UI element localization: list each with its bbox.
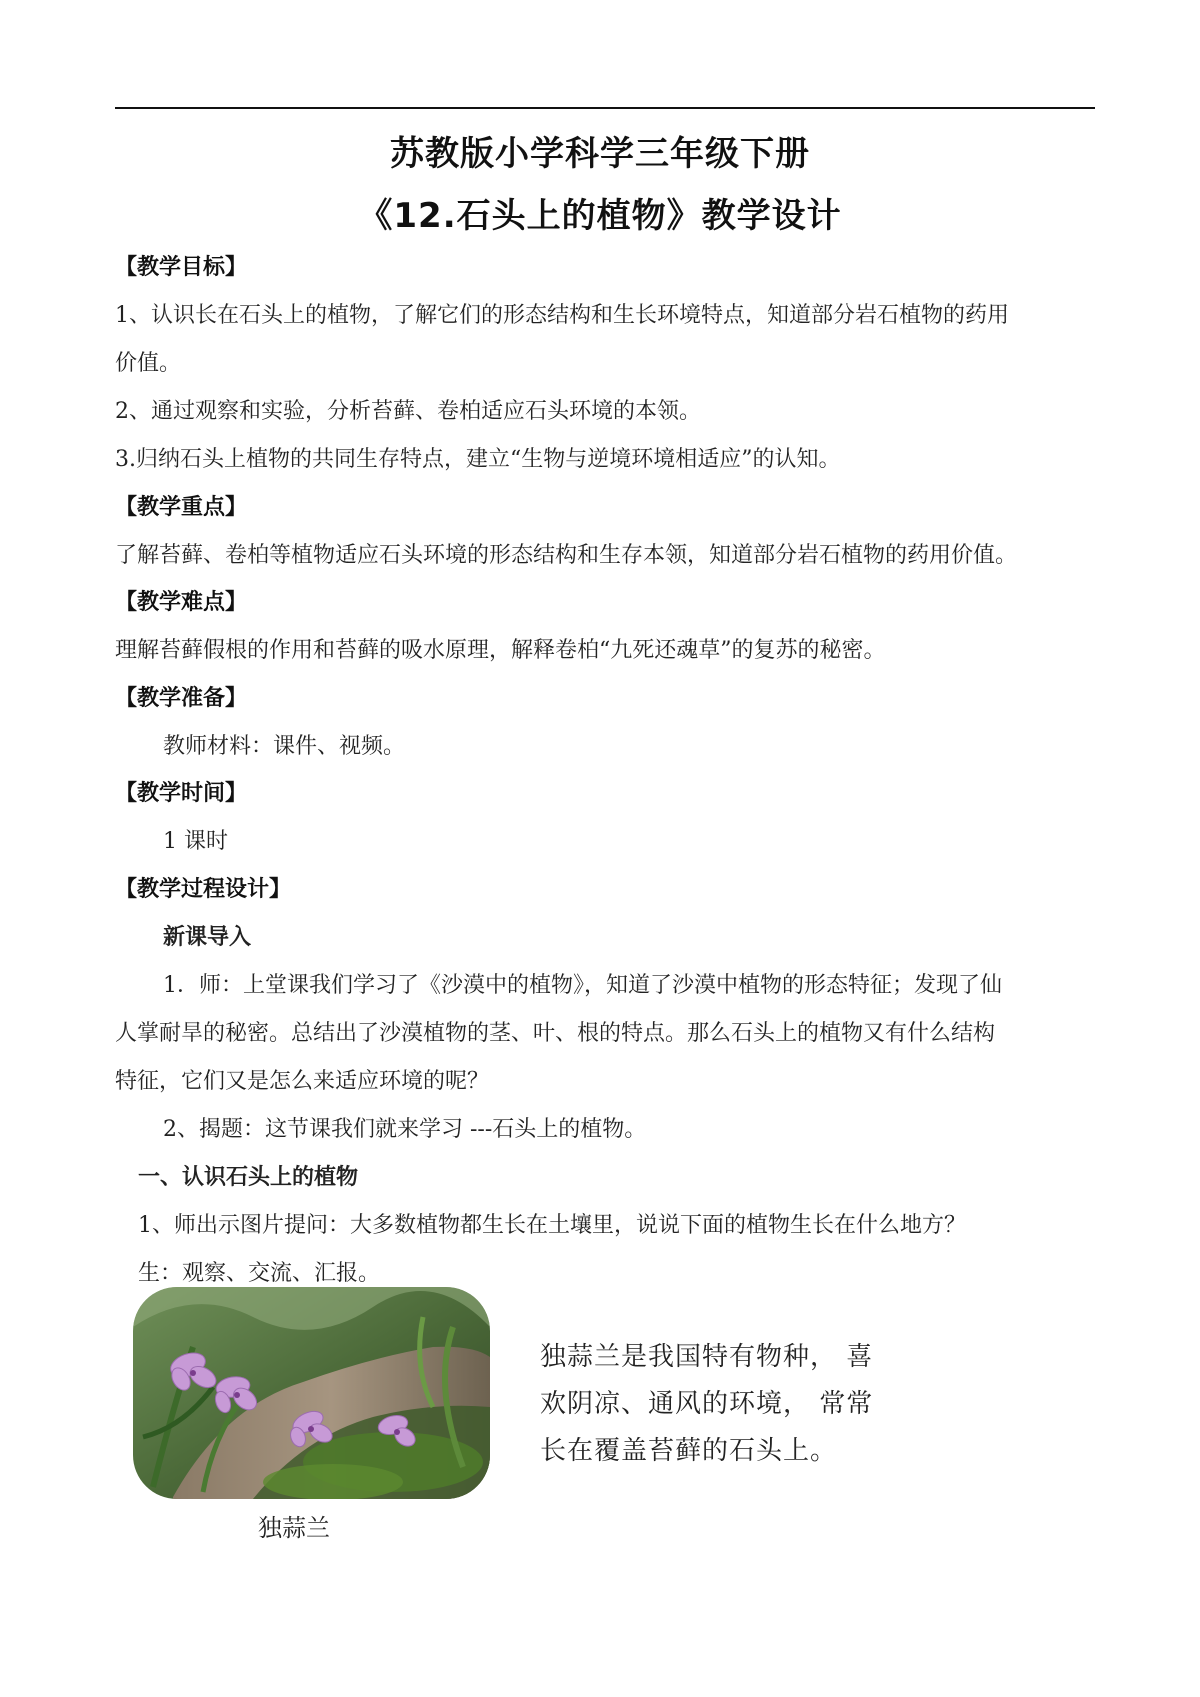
difficulties-heading: 【教学难点】: [115, 590, 248, 615]
header-rule: [115, 107, 1095, 109]
callout-line: 独蒜兰是我国特有物种， 喜: [540, 1342, 874, 1372]
intro-line: 1．师：上堂课我们学习了《沙漠中的植物》，知道了沙漠中植物的形态特征；发现了仙: [163, 973, 1002, 998]
orchid-photo: [133, 1287, 490, 1499]
photo-caption: 独蒜兰: [258, 1514, 330, 1542]
intro-line: 特征，它们又是怎么来适应环境的呢？: [115, 1069, 490, 1094]
intro-line: 2、揭题：这节课我们就来学习 ---石头上的植物。: [163, 1117, 647, 1142]
objective-line: 1、认识长在石头上的植物，了解它们的形态结构和生长环境特点，知道部分岩石植物的药用: [115, 303, 1010, 328]
key-points-heading: 【教学重点】: [115, 495, 248, 520]
callout-line: 欢阴凉、通风的环境， 常常: [540, 1389, 874, 1419]
intro-title: 新课导入: [163, 925, 252, 950]
section1-line: 生：观察、交流、汇报。: [138, 1261, 381, 1286]
intro-line: 人掌耐旱的秘密。总结出了沙漠植物的茎、叶、根的特点。那么石头上的植物又有什么结构: [115, 1021, 996, 1046]
objective-line: 2、通过观察和实验，分析苔藓、卷柏适应石头环境的本领。: [115, 399, 701, 424]
orchid-photo-illustration: [133, 1287, 490, 1499]
callout-line: 长在覆盖苔藓的石头上。: [540, 1436, 838, 1466]
document-title-line1: 苏教版小学科学三年级下册: [390, 134, 810, 174]
objective-line: 3.归纳石头上植物的共同生存特点，建立“生物与逆境环境相适应”的认知。: [115, 447, 841, 472]
duration-text: 1 课时: [163, 829, 228, 854]
duration-heading: 【教学时间】: [115, 781, 248, 806]
section1-title: 一、认识石头上的植物: [138, 1165, 359, 1190]
document-title-line2: 《12.石头上的植物》教学设计: [358, 196, 842, 236]
objective-line: 价值。: [115, 351, 182, 376]
objectives-heading: 【教学目标】: [115, 255, 248, 280]
preparation-heading: 【教学准备】: [115, 686, 248, 711]
preparation-text: 教师材料：课件、视频。: [163, 734, 406, 759]
difficulties-text: 理解苔藓假根的作用和苔藓的吸水原理，解释卷柏“九死还魂草”的复苏的秘密。: [115, 638, 886, 663]
process-heading: 【教学过程设计】: [115, 877, 292, 902]
section1-line: 1、师出示图片提问：大多数植物都生长在土壤里，说说下面的植物生长在什么地方？: [138, 1213, 966, 1238]
key-points-text: 了解苔藓、卷柏等植物适应石头环境的形态结构和生存本领，知道部分岩石植物的药用价值。: [115, 543, 1018, 568]
